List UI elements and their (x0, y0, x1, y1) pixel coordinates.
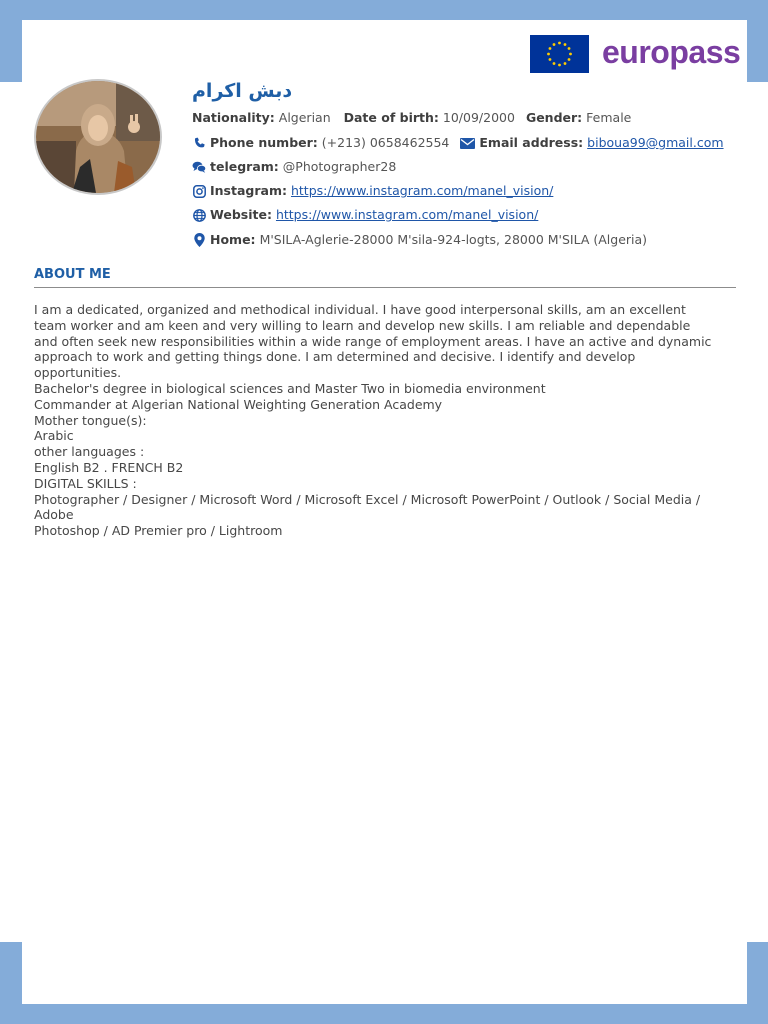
website-row (192, 207, 538, 223)
about-line: English B2 . FRENCH B2 (34, 459, 184, 475)
telegram-label: telegram: (210, 159, 279, 174)
nationality-value: Algerian (278, 110, 331, 125)
phone-label: Phone number: (210, 135, 318, 150)
about-line: Commander at Algerian National Weighting Generation Academy (34, 396, 443, 412)
frame-top (0, 0, 768, 20)
frame-left-top (0, 0, 22, 82)
instagram-link[interactable]: https://www.instagram.com/manel_vision/ (290, 183, 554, 198)
section-divider (34, 287, 736, 288)
email-label: Email address: (479, 135, 584, 150)
website-label: Website: (210, 207, 272, 222)
telegram-value: @Photographer28 (282, 159, 397, 174)
eu-star (564, 62, 567, 65)
about-me-text (34, 302, 734, 539)
home-label: Home: (210, 232, 256, 247)
about-line: I am a dedicated, organized and methodical individual. I have good interpersonal skills, am an excellent (34, 302, 686, 317)
frame-left-bottom (0, 942, 22, 1024)
about-line: approach to work and getting things done. I am determined and decisive. I identify and develop (34, 349, 636, 365)
telegram-row (192, 159, 396, 175)
dob-label: Date of birth: (343, 110, 439, 125)
frame-right-top (747, 0, 768, 82)
europass-logo (530, 34, 740, 74)
about-line: opportunities. (34, 365, 122, 381)
instagram-icon (192, 184, 206, 198)
about-line: other languages : (34, 444, 145, 460)
about-line: Photoshop / AD Premier pro / Lightroom (34, 523, 283, 539)
instagram-row (192, 183, 553, 199)
about-line: team worker and am keen and very willing to learn and develop new skills. I am reliable and dependable (34, 317, 691, 333)
gender-value: Female (586, 110, 632, 125)
eu-star (549, 47, 552, 50)
eu-star (553, 62, 556, 65)
eu-star (569, 53, 572, 56)
about-line: Mother tongue(s): (34, 412, 147, 428)
email-link[interactable]: biboua99@gmail.com (587, 135, 724, 150)
instagram-label: Instagram: (210, 183, 287, 198)
profile-photo (34, 79, 162, 195)
about-line: Arabic (34, 428, 74, 444)
envelope-icon (460, 136, 475, 150)
home-value: M'SILA-Aglerie-28000 M'sila-924-logts, 28000 M'SILA (Algeria) (259, 232, 648, 247)
about-line: Bachelor's degree in biological sciences and Master Two in biomedia environment (34, 380, 546, 396)
dob-value: 10/09/2000 (442, 110, 515, 125)
website-link[interactable]: https://www.instagram.com/manel_vision/ (275, 207, 539, 222)
brand-wordmark: europass (602, 34, 741, 70)
about-me-heading: ABOUT ME (34, 267, 111, 282)
candidate-name: دبش اكرام (192, 80, 293, 102)
eu-star (553, 43, 556, 46)
map-pin-icon (192, 233, 206, 247)
personal-info-row (192, 110, 631, 126)
globe-icon (192, 208, 206, 222)
frame-bottom (0, 1004, 768, 1024)
eu-star (558, 42, 561, 45)
about-line: and often seek new responsibilities within a wide range of employment areas. I have an active and dynamic (34, 333, 712, 349)
eu-star (568, 58, 571, 61)
phone-icon (192, 136, 206, 150)
gender-label: Gender: (525, 110, 583, 125)
chat-icon (192, 160, 206, 174)
phone-email-row (192, 135, 724, 151)
eu-star (564, 43, 567, 46)
phone-value: (+213) 0658462554 (321, 135, 450, 150)
frame-right-bottom (747, 942, 768, 1024)
about-line: Photographer / Designer / Microsoft Word / Microsoft Excel / Microsoft PowerPoint / Outlook / Social Media / Adobe (34, 491, 701, 523)
about-line: DIGITAL SKILLS : (34, 475, 137, 491)
eu-star (568, 47, 571, 50)
eu-star (549, 58, 552, 61)
home-row (192, 232, 647, 248)
eu-flag-icon (530, 35, 589, 73)
nationality-label: Nationality: (192, 110, 275, 125)
eu-star (547, 53, 550, 56)
eu-star (558, 64, 561, 67)
